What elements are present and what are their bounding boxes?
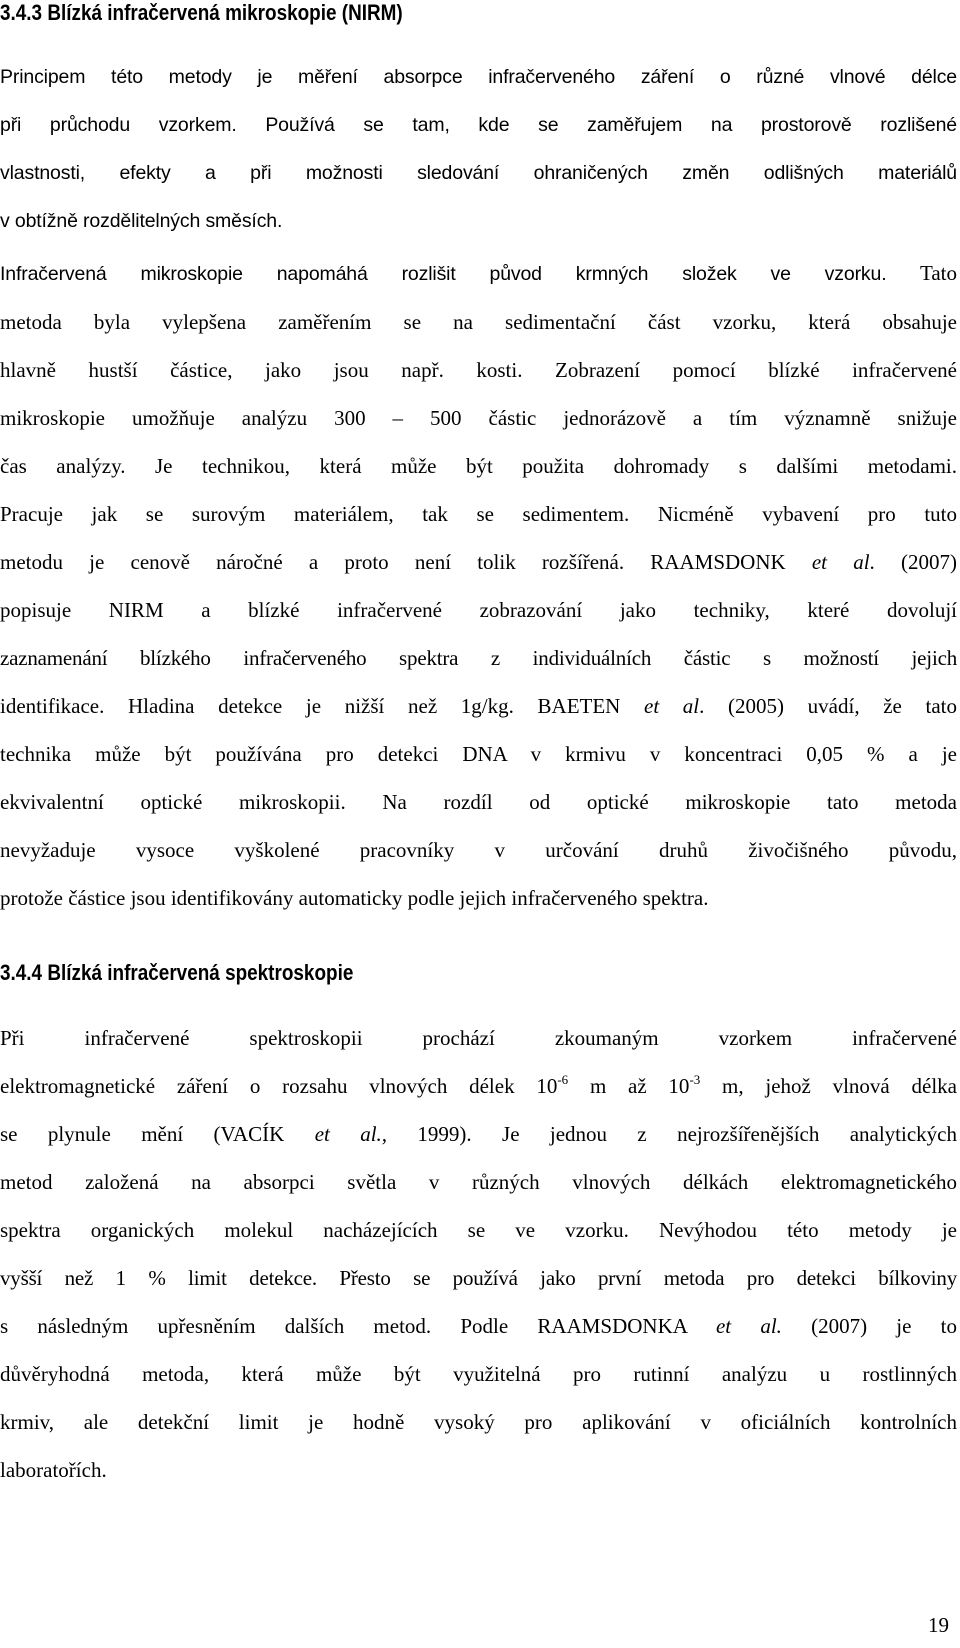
text-run: (2007) je to — [781, 1314, 958, 1338]
text-run: metodu je cenově náročné a proto není tolik rozšířená. RAAMSDONK — [0, 550, 812, 574]
text-run: . (2007) — [869, 550, 957, 574]
text-line: Při infračervené spektroskopii prochází zkoumaným vzorkem infračervené — [0, 1026, 957, 1050]
italic-run: et al. — [715, 1314, 782, 1338]
page-number: 19 — [928, 1613, 949, 1637]
text-line: důvěryhodná metoda, která může být využitelná pro rutinní analýzu u rostlinných — [0, 1362, 957, 1386]
section-heading-3-4-4: 3.4.4 Blízká infračervená spektroskopie — [0, 960, 354, 985]
italic-run: et al., — [314, 1122, 388, 1146]
superscript: -6 — [557, 1072, 569, 1087]
text-line: ekvivalentní optické mikroskopii. Na rozdíl od optické mikroskopie tato metoda — [0, 790, 957, 814]
text-line: spektra organických molekul nacházejících se ve vzorku. Nevýhodou této metody je — [0, 1218, 957, 1242]
text-line: zaznamenání blízkého infračerveného spektra z individuálních částic s možností jejich — [0, 646, 957, 670]
text-line: hlavně hustší částice, jako jsou např. kosti. Zobrazení pomocí blízké infračervené — [0, 358, 957, 382]
text-line — [0, 1062, 957, 1110]
text-line: krmiv, ale detekční limit je hodně vysoký pro aplikování v oficiálních kontrolních — [0, 1410, 957, 1434]
text-line: popisuje NIRM a blízké infračervené zobrazování jako techniky, které dovolují — [0, 598, 957, 622]
text-line — [0, 249, 957, 298]
paragraph-nir-spectroscopy — [0, 1014, 957, 1494]
text-run: Infračervená mikroskopie napomáhá rozlišit původ krmných složek ve vzorku. — [0, 263, 887, 285]
text-line — [0, 538, 957, 586]
text-line: laboratořích. — [0, 1458, 107, 1482]
text-line — [0, 682, 957, 730]
paragraph-nirm-principle — [0, 53, 957, 245]
text-run: . (2005) uvádí, že tato — [699, 694, 957, 718]
text-run: identifikace. Hladina detekce je nižší než 1g/kg. BAETEN — [0, 694, 644, 718]
italic-run: et al — [811, 550, 870, 574]
text-line: čas analýzy. Je technikou, která může být použita dohromady s dalšími metodami. — [0, 454, 957, 478]
text-run: Tato — [919, 261, 957, 285]
text-line: technika může být používána pro detekci DNA v krmivu v koncentraci 0,05 % a je — [0, 742, 957, 766]
text-line: protože částice jsou identifikovány automaticky podle jejich infračerveného spektra. — [0, 886, 709, 910]
text-run: s následným upřesněním dalších metod. Podle RAAMSDONKA — [0, 1314, 716, 1338]
text-line: vyšší než 1 % limit detekce. Přesto se používá jako první metoda pro detekci bílkoviny — [0, 1266, 957, 1290]
text-run: elektromagnetické záření o rozsahu vlnových délek 10 — [0, 1074, 558, 1098]
text-line: Principem této metody je měření absorpce infračerveného záření o různé vlnové délce — [0, 66, 957, 88]
italic-run: et al — [644, 694, 700, 718]
text-line: metod založená na absorpci světla v různých vlnových délkách elektromagnetického — [0, 1170, 957, 1194]
text-line: Pracuje jak se surovým materiálem, tak se sedimentem. Nicméně vybavení pro tuto — [0, 502, 957, 526]
text-run: m, jehož vlnová délka — [700, 1074, 957, 1098]
paragraph-nirm-application — [0, 249, 957, 922]
section-heading-3-4-3: 3.4.3 Blízká infračervená mikroskopie (NIRM) — [0, 0, 403, 25]
text-line — [0, 1302, 957, 1350]
text-run: 1999). Je jednou z nejrozšířenějších analytických — [387, 1122, 957, 1146]
superscript: -3 — [689, 1072, 701, 1087]
text-line: v obtížně rozdělitelných směsích. — [0, 210, 283, 232]
text-line: mikroskopie umožňuje analýzu 300 – 500 částic jednorázově a tím významně snižuje — [0, 406, 957, 430]
text-line: metoda byla vylepšena zaměřením se na sedimentační část vzorku, která obsahuje — [0, 310, 957, 334]
text-run: m až 10 — [568, 1074, 690, 1098]
text-run: se plynule mění (VACÍK — [0, 1122, 315, 1146]
text-line: nevyžaduje vysoce vyškolené pracovníky v určování druhů živočišného původu, — [0, 838, 957, 862]
text-line: vlastnosti, efekty a při možnosti sledování ohraničených změn odlišných materiálů — [0, 162, 957, 184]
text-line: při průchodu vzorkem. Používá se tam, kde se zaměřujem na prostorově rozlišené — [0, 114, 957, 136]
text-line — [0, 1110, 957, 1158]
